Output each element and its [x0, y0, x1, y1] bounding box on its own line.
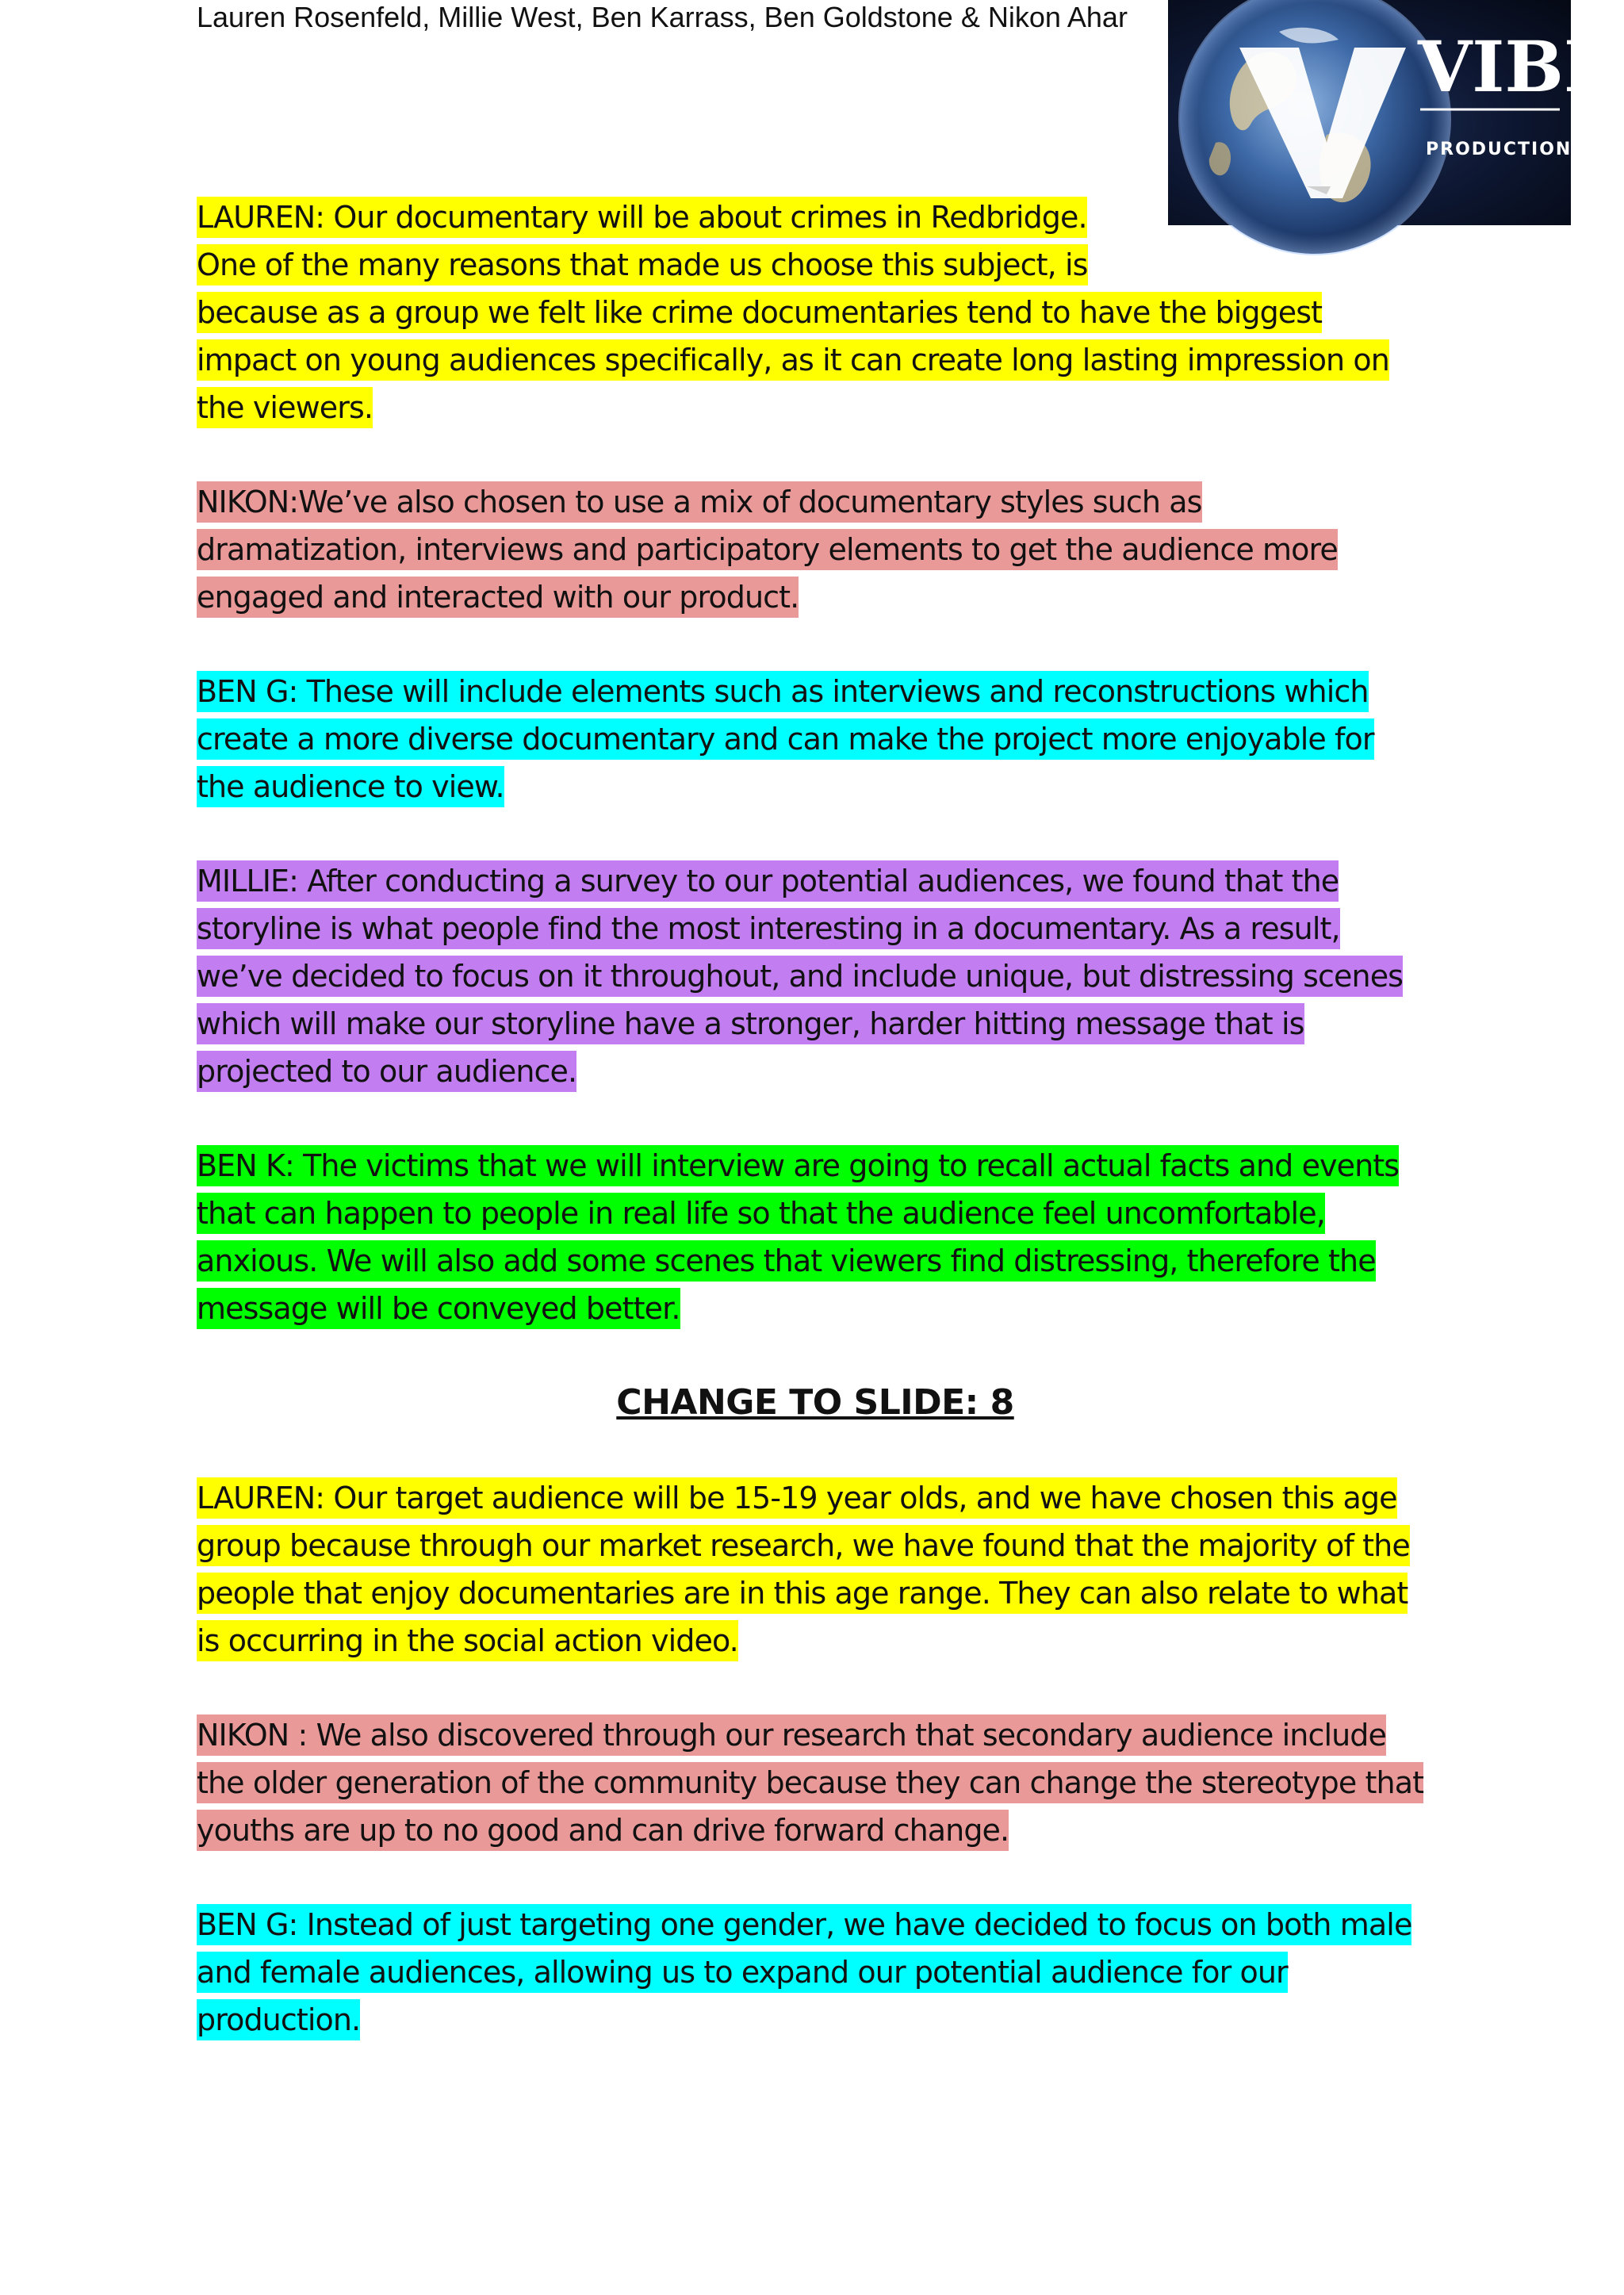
- speaker-paragraph-ben-g: [197, 1901, 1434, 2044]
- script-line: anxious. We will also add some scenes that viewers find distressing, therefore the: [197, 1240, 1376, 1282]
- speaker-paragraph-lauren: [197, 193, 1434, 431]
- script-line: LAUREN: Our documentary will be about crimes in Redbridge.: [197, 197, 1087, 238]
- authors-header: Lauren Rosenfeld, Millie West, Ben Karrass, Ben Goldstone & Nikon Ahar: [197, 1, 1128, 33]
- script-line: and female audiences, allowing us to expand our potential audience for our: [197, 1952, 1288, 1993]
- script-line: production.: [197, 1999, 360, 2040]
- script-line: because as a group we felt like crime documentaries tend to have the biggest: [197, 292, 1322, 333]
- script-line: storyline is what people find the most interesting in a documentary. As a result,: [197, 908, 1340, 949]
- script-line: youths are up to no good and can drive forward change.: [197, 1810, 1009, 1851]
- logo-subtitle: PRODUCTIONS: [1426, 140, 1587, 159]
- script-line: impact on young audiences specifically, as it can create long lasting impression on: [197, 339, 1389, 381]
- script-line: the viewers.: [197, 387, 373, 428]
- script-line: message will be conveyed better.: [197, 1288, 680, 1329]
- script-line: BEN K: The victims that we will interview are going to recall actual facts and events: [197, 1145, 1399, 1186]
- script-line: that can happen to people in real life so that the audience feel uncomfortable,: [197, 1193, 1325, 1234]
- script-line: we’ve decided to focus on it throughout, and include unique, but distressing scenes: [197, 956, 1403, 997]
- script-line: NIKON:We’ve also chosen to use a mix of documentary styles such as: [197, 481, 1202, 523]
- script-line: the older generation of the community because they can change the stereotype that: [197, 1762, 1423, 1803]
- script-line: which will make our storyline have a stronger, harder hitting message that is: [197, 1003, 1304, 1044]
- script-line: One of the many reasons that made us choose this subject, is: [197, 244, 1088, 285]
- speaker-paragraph-ben-g: [197, 668, 1434, 810]
- script-line: BEN G: These will include elements such as interviews and reconstructions which: [197, 671, 1369, 712]
- speaker-paragraph-ben-k: [197, 1142, 1434, 1332]
- speaker-paragraph-nikon: [197, 478, 1434, 621]
- script-line: create a more diverse documentary and can make the project more enjoyable for: [197, 718, 1374, 760]
- speaker-paragraph-nikon: [197, 1711, 1434, 1854]
- script-line: the audience to view.: [197, 766, 504, 807]
- speaker-paragraph-lauren: [197, 1474, 1434, 1665]
- logo-wordmark: VIBE: [1418, 25, 1617, 108]
- script-content: [197, 193, 1434, 2090]
- script-line: group because through our market research, we have found that the majority of the: [197, 1525, 1410, 1566]
- script-line: is occurring in the social action video.: [197, 1620, 738, 1661]
- script-line: LAUREN: Our target audience will be 15-19 year olds, and we have chosen this age: [197, 1477, 1397, 1519]
- script-line: NIKON : We also discovered through our research that secondary audience include: [197, 1715, 1386, 1756]
- script-line: MILLIE: After conducting a survey to our potential audiences, we found that the: [197, 860, 1339, 902]
- slide-change-heading: CHANGE TO SLIDE: 8: [616, 1382, 1014, 1423]
- script-line: BEN G: Instead of just targeting one gender, we have decided to focus on both male: [197, 1904, 1411, 1945]
- script-line: projected to our audience.: [197, 1051, 576, 1092]
- script-line: engaged and interacted with our product.: [197, 577, 799, 618]
- script-line: people that enjoy documentaries are in this age range. They can also relate to what: [197, 1573, 1408, 1614]
- vibe-productions-logo: [1168, 0, 1617, 225]
- speaker-paragraph-millie: [197, 857, 1434, 1095]
- script-line: dramatization, interviews and participatory elements to get the audience more: [197, 529, 1338, 570]
